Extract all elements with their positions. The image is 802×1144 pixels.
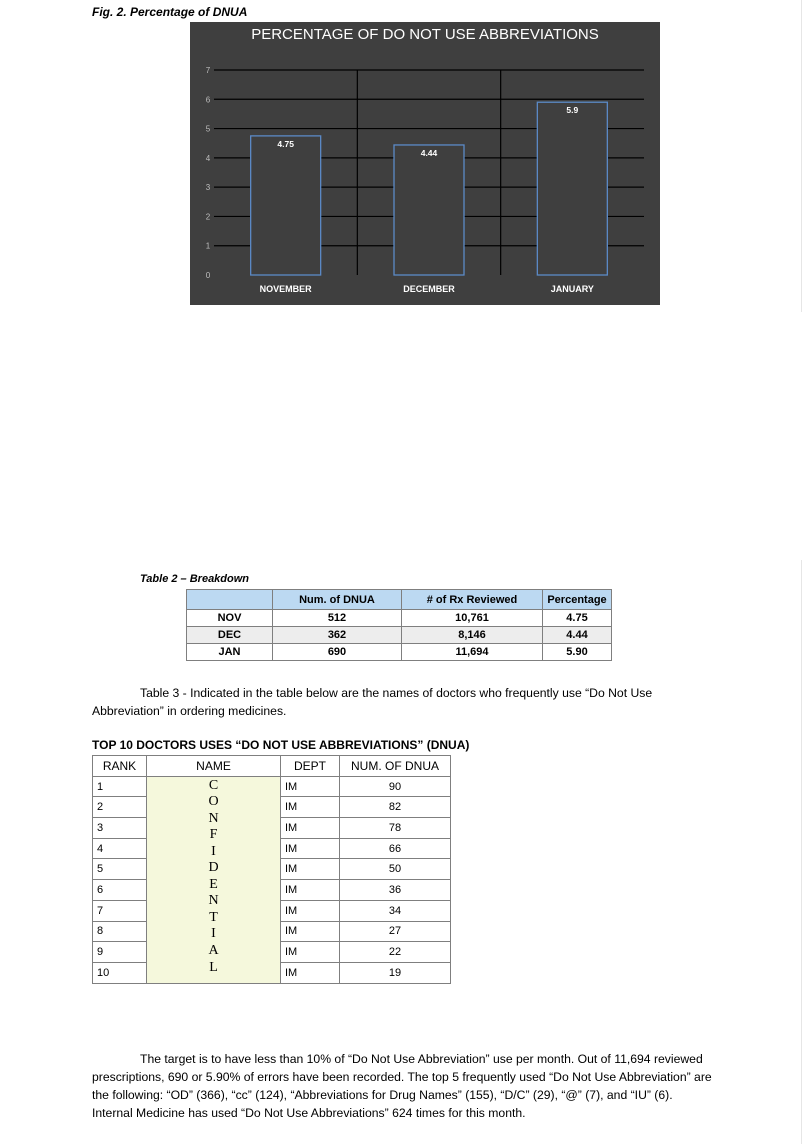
dnua-percentage-chart [190, 22, 660, 305]
rank-cell: 3 [93, 818, 147, 839]
table-header-cell: Num. of DNUA [273, 590, 402, 610]
dnua-count-cell: 19 [340, 962, 451, 983]
table-cell: 4.75 [543, 610, 612, 627]
confidential-letter: N [208, 893, 219, 909]
confidential-letter: T [209, 909, 218, 925]
table-header-row [187, 590, 612, 610]
y-tick-label: 6 [205, 95, 211, 105]
dnua-count-cell: 66 [340, 838, 451, 859]
table-row [187, 610, 612, 627]
table-cell: 8,146 [402, 627, 543, 644]
table-header-cell: NAME [147, 756, 281, 777]
dept-cell: IM [281, 776, 340, 797]
name-cell-confidential [147, 776, 281, 983]
dnua-count-cell: 82 [340, 797, 451, 818]
chart-title: PERCENTAGE OF DO NOT USE ABBREVIATIONS [251, 26, 599, 43]
bar [251, 136, 321, 275]
breakdown-table [186, 589, 612, 661]
summary-paragraph: The target is to have less than 10% of “Do Not Use Abbreviation” use per month. Out of 11,694 reviewed prescriptions, 690 or 5.90% of errors have been recorded. The top 5 frequently used “Do Not Use Abbreviation” are the following: “OD” (366), “cc” (124), “Abbreviations for Drug Names” (155), “D/C” (29), “@” (7), and “IU” (6). Internal Medicine has used “Do Not Use Abbreviations” 624 times for this month. [92, 1052, 712, 1120]
dept-cell: IM [281, 921, 340, 942]
chart-svg [190, 22, 660, 305]
table-header-cell: RANK [93, 756, 147, 777]
confidential-text [147, 777, 280, 976]
table-cell: 4.44 [543, 627, 612, 644]
dnua-count-cell: 36 [340, 880, 451, 901]
table-header-cell: Percentage [543, 590, 612, 610]
table-cell: 690 [273, 644, 402, 661]
dept-cell: IM [281, 818, 340, 839]
dnua-count-cell: 90 [340, 776, 451, 797]
data-label: 4.75 [277, 138, 294, 149]
table-header-cell: NUM. OF DNUA [340, 756, 451, 777]
rank-cell: 5 [93, 859, 147, 880]
figure-caption: Fig. 2. Percentage of DNUA [92, 5, 248, 19]
table-cell: JAN [187, 644, 273, 661]
dept-cell: IM [281, 962, 340, 983]
table-row [187, 627, 612, 644]
dept-cell: IM [281, 797, 340, 818]
confidential-letter: E [209, 876, 218, 892]
rank-cell: 1 [93, 776, 147, 797]
dept-cell: IM [281, 942, 340, 963]
y-tick-label: 7 [205, 66, 211, 75]
y-tick-label: 5 [205, 124, 211, 134]
dnua-count-cell: 78 [340, 818, 451, 839]
table-header-cell: # of Rx Reviewed [402, 590, 543, 610]
rank-cell: 9 [93, 942, 147, 963]
rank-cell: 4 [93, 838, 147, 859]
confidential-letter: C [208, 777, 219, 793]
y-tick-label: 2 [205, 212, 211, 222]
confidential-letter: F [209, 827, 218, 843]
y-tick-label: 1 [205, 241, 211, 251]
table-cell: 362 [273, 627, 402, 644]
rank-cell: 8 [93, 921, 147, 942]
bar [394, 145, 464, 275]
dept-cell: IM [281, 900, 340, 921]
x-tick-label: DECEMBER [403, 284, 455, 294]
y-tick-label: 4 [205, 153, 211, 163]
confidential-letter: I [211, 926, 216, 942]
table-cell: 11,694 [402, 644, 543, 661]
dnua-count-cell: 50 [340, 859, 451, 880]
dnua-count-cell: 27 [340, 921, 451, 942]
table-header-cell: DEPT [281, 756, 340, 777]
table-header-cell [187, 590, 273, 610]
top-doctors-table [92, 755, 451, 984]
table2-caption: Table 2 – Breakdown [140, 573, 250, 585]
rank-cell: 6 [93, 880, 147, 901]
data-label: 5.9 [566, 105, 579, 116]
x-tick-label: JANUARY [550, 284, 594, 294]
confidential-letter: D [208, 860, 219, 876]
y-tick-label: 0 [205, 271, 211, 280]
confidential-letter: A [208, 943, 219, 958]
table-cell: DEC [187, 627, 273, 644]
x-tick-label: NOVEMBER [259, 284, 312, 294]
confidential-letter: O [208, 794, 219, 810]
bar [537, 102, 607, 275]
dnua-count-cell: 22 [340, 942, 451, 963]
rank-cell: 10 [93, 962, 147, 983]
table-row [187, 644, 612, 661]
data-label: 4.44 [420, 147, 438, 158]
table-row [93, 776, 451, 797]
confidential-letter: I [211, 843, 216, 859]
table-cell: 10,761 [402, 610, 543, 627]
dept-cell: IM [281, 880, 340, 901]
table-cell: 5.90 [543, 644, 612, 661]
rank-cell: 2 [93, 797, 147, 818]
table-cell: NOV [187, 610, 273, 627]
table-cell: 512 [273, 610, 402, 627]
dnua-count-cell: 34 [340, 900, 451, 921]
y-tick-label: 3 [205, 183, 211, 193]
confidential-letter: L [209, 959, 218, 975]
table3-title: TOP 10 DOCTORS USES “DO NOT USE ABBREVIATIONS” (DNUA) [92, 738, 470, 752]
table-header-row [93, 756, 451, 777]
dept-cell: IM [281, 838, 340, 859]
confidential-letter: N [208, 810, 219, 826]
rank-cell: 7 [93, 900, 147, 921]
table3-intro-paragraph: Table 3 - Indicated in the table below are the names of doctors who frequently use “Do Not Use Abbreviation” in ordering medicines. [92, 686, 653, 718]
dept-cell: IM [281, 859, 340, 880]
